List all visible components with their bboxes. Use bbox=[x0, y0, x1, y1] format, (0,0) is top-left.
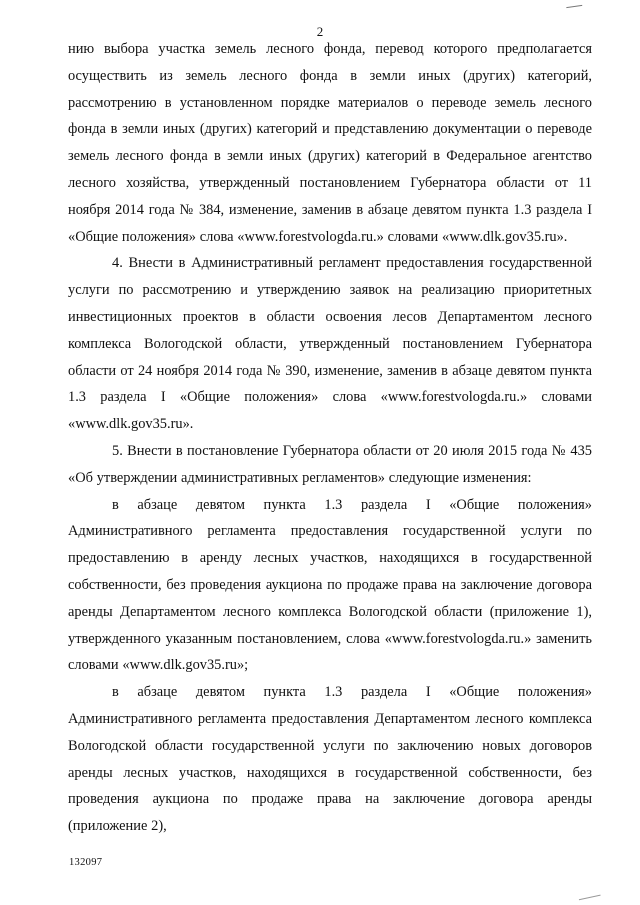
paragraph-item-5-change-1: в абзаце девятом пункта 1.3 раздела I «Общие положения» Административного регламента предоставления государственной услуги по предоставлению в аренду лесных участков, находящихся в государственной собственности, без проведения аукциона по продаже права на заключение договора аренды Департаментом лесного комплекса Вологодской области (приложение 1), утвержденного указанным постановлением, слова «www.forestvologda.ru.» заменить словами «www.dlk.gov35.ru»; bbox=[68, 496, 592, 674]
scan-mark-bottom bbox=[577, 888, 600, 900]
paragraph-continuation: нию выбора участка земель лесного фонда, перевод которого предполагается осуществить из земель лесного фонда в земли иных (других) категорий, рассмотрению в установленном порядке материалов о переводе земель лесного фонда в земли иных (других) категорий и представлению документации о переводе земель лесного фонда в земли иных (других) категорий в Федеральное агентство лесного хозяйства, утвержденный постановлением Губернатора области от 11 ноября 2014 года № 384, изменение, заменив в абзаце девятом пункта 1.3 раздела I «Общие положения» слова «www.forestvologda.ru.» словами «www.dlk.gov35.ru». bbox=[68, 41, 592, 245]
document-body bbox=[68, 36, 592, 840]
paragraph-item-5: 5. Внести в постановление Губернатора области от 20 июля 2015 года № 435 «Об утверждении административных регламентов» следующие изменения: bbox=[68, 442, 592, 486]
document-code: 132097 bbox=[69, 857, 103, 868]
paragraph-item-4: 4. Внести в Административный регламент предоставления государственной услуги по рассмотрению и утверждению заявок на реализацию приоритетных инвестиционных проектов в области освоения лесов Департаментом лесного комплекса Вологодской области, утвержденный постановлением Губернатора области от 24 ноября 2014 года № 390, изменение, заменив в абзаце девятом пункта 1.3 раздела I «Общие положения» слова «www.forestvologda.ru.» словами «www.dlk.gov35.ru». bbox=[68, 255, 592, 433]
page-number: 2 bbox=[316, 24, 324, 39]
scan-mark-top bbox=[566, 1, 583, 8]
paragraph-item-5-change-2: в абзаце девятом пункта 1.3 раздела I «Общие положения» Административного регламента предоставления Департаментом лесного комплекса Вологодской области государственной услуги по заключению новых договоров аренды лесных участков, находящихся в государственной собственности, без проведения аукциона по продаже права на заключение договора аренды (приложение 2), bbox=[68, 684, 592, 835]
